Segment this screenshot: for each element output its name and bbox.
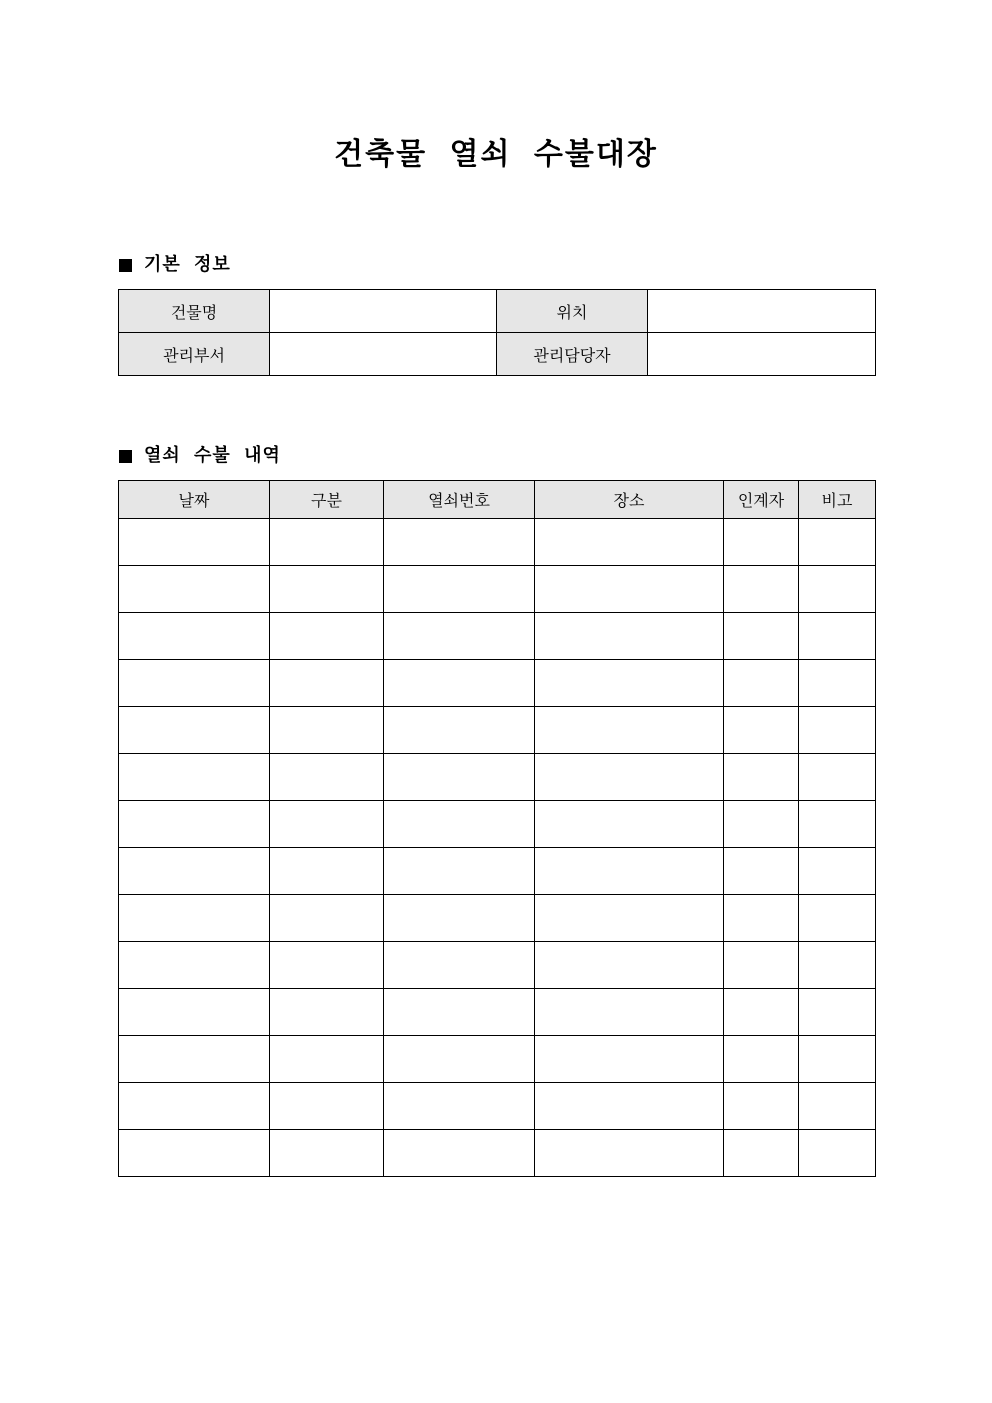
handover-person-cell[interactable] (724, 613, 799, 660)
date-cell[interactable] (119, 848, 270, 895)
handover-person-cell[interactable] (724, 660, 799, 707)
remarks-cell[interactable] (799, 848, 876, 895)
handover-person-cell[interactable] (724, 848, 799, 895)
type-cell[interactable] (270, 1083, 384, 1130)
handover-person-cell[interactable] (724, 519, 799, 566)
date-cell[interactable] (119, 660, 270, 707)
place-cell[interactable] (535, 613, 724, 660)
date-cell[interactable] (119, 613, 270, 660)
handover-person-cell[interactable] (724, 1083, 799, 1130)
date-cell[interactable] (119, 989, 270, 1036)
remarks-cell[interactable] (799, 613, 876, 660)
table-row (119, 613, 876, 660)
key-number-cell[interactable] (384, 519, 535, 566)
column-header-place: 장소 (535, 481, 724, 519)
department-field[interactable] (270, 333, 497, 376)
section-heading-label: 기본 정보 (144, 254, 231, 275)
date-cell[interactable] (119, 566, 270, 613)
remarks-cell[interactable] (799, 754, 876, 801)
key-number-cell[interactable] (384, 848, 535, 895)
remarks-cell[interactable] (799, 942, 876, 989)
column-header-date: 날짜 (119, 481, 270, 519)
basic-info-table (118, 289, 876, 376)
table-row (119, 1130, 876, 1177)
column-header-remarks: 비고 (799, 481, 876, 519)
table-row (119, 566, 876, 613)
place-cell[interactable] (535, 801, 724, 848)
place-cell[interactable] (535, 754, 724, 801)
date-cell[interactable] (119, 519, 270, 566)
table-row (119, 1083, 876, 1130)
date-cell[interactable] (119, 1130, 270, 1177)
place-cell[interactable] (535, 848, 724, 895)
manager-label: 관리담당자 (497, 333, 648, 376)
type-cell[interactable] (270, 848, 384, 895)
section-heading-label: 열쇠 수불 내역 (144, 445, 281, 466)
column-header-key-number: 열쇠번호 (384, 481, 535, 519)
date-cell[interactable] (119, 942, 270, 989)
square-bullet-icon (119, 259, 132, 272)
key-number-cell[interactable] (384, 989, 535, 1036)
remarks-cell[interactable] (799, 1083, 876, 1130)
type-cell[interactable] (270, 754, 384, 801)
type-cell[interactable] (270, 566, 384, 613)
place-cell[interactable] (535, 707, 724, 754)
key-number-cell[interactable] (384, 801, 535, 848)
handover-person-cell[interactable] (724, 801, 799, 848)
handover-person-cell[interactable] (724, 1130, 799, 1177)
key-number-cell[interactable] (384, 895, 535, 942)
place-cell[interactable] (535, 942, 724, 989)
building-name-field[interactable] (270, 290, 497, 333)
page-title: 건축물 열쇠 수불대장 (334, 137, 658, 172)
column-header-type: 구분 (270, 481, 384, 519)
place-cell[interactable] (535, 660, 724, 707)
column-header-handover-person: 인계자 (724, 481, 799, 519)
manager-field[interactable] (648, 333, 876, 376)
table-row (119, 942, 876, 989)
table-row (119, 290, 876, 333)
type-cell[interactable] (270, 942, 384, 989)
place-cell[interactable] (535, 989, 724, 1036)
date-cell[interactable] (119, 895, 270, 942)
handover-person-cell[interactable] (724, 895, 799, 942)
table-row (119, 519, 876, 566)
place-cell[interactable] (535, 1036, 724, 1083)
department-label: 관리부서 (119, 333, 270, 376)
table-header-row (119, 481, 876, 519)
key-number-cell[interactable] (384, 707, 535, 754)
handover-person-cell[interactable] (724, 566, 799, 613)
remarks-cell[interactable] (799, 895, 876, 942)
key-number-cell[interactable] (384, 1083, 535, 1130)
key-number-cell[interactable] (384, 1130, 535, 1177)
place-cell[interactable] (535, 519, 724, 566)
table-row (119, 333, 876, 376)
table-row (119, 895, 876, 942)
type-cell[interactable] (270, 1036, 384, 1083)
key-number-cell[interactable] (384, 566, 535, 613)
handover-person-cell[interactable] (724, 942, 799, 989)
table-row (119, 754, 876, 801)
key-number-cell[interactable] (384, 1036, 535, 1083)
table-row (119, 1036, 876, 1083)
remarks-cell[interactable] (799, 660, 876, 707)
remarks-cell[interactable] (799, 1036, 876, 1083)
remarks-cell[interactable] (799, 989, 876, 1036)
date-cell[interactable] (119, 707, 270, 754)
table-row (119, 801, 876, 848)
type-cell[interactable] (270, 989, 384, 1036)
table-row (119, 660, 876, 707)
date-cell[interactable] (119, 1083, 270, 1130)
table-row (119, 989, 876, 1036)
date-cell[interactable] (119, 1036, 270, 1083)
type-cell[interactable] (270, 801, 384, 848)
handover-person-cell[interactable] (724, 1036, 799, 1083)
key-number-cell[interactable] (384, 942, 535, 989)
place-cell[interactable] (535, 566, 724, 613)
handover-person-cell[interactable] (724, 989, 799, 1036)
key-number-cell[interactable] (384, 613, 535, 660)
type-cell[interactable] (270, 660, 384, 707)
remarks-cell[interactable] (799, 566, 876, 613)
key-number-cell[interactable] (384, 754, 535, 801)
remarks-cell[interactable] (799, 519, 876, 566)
table-row (119, 848, 876, 895)
section-heading-basic-info (119, 253, 231, 277)
type-cell[interactable] (270, 519, 384, 566)
type-cell[interactable] (270, 1130, 384, 1177)
date-cell[interactable] (119, 801, 270, 848)
table-row (119, 707, 876, 754)
type-cell[interactable] (270, 613, 384, 660)
place-cell[interactable] (535, 1083, 724, 1130)
key-records-table (118, 480, 876, 1177)
building-name-label: 건물명 (119, 290, 270, 333)
square-bullet-icon (119, 450, 132, 463)
location-label: 위치 (497, 290, 648, 333)
date-cell[interactable] (119, 754, 270, 801)
place-cell[interactable] (535, 1130, 724, 1177)
key-number-cell[interactable] (384, 660, 535, 707)
section-heading-key-records (119, 444, 281, 468)
type-cell[interactable] (270, 707, 384, 754)
remarks-cell[interactable] (799, 707, 876, 754)
handover-person-cell[interactable] (724, 707, 799, 754)
remarks-cell[interactable] (799, 801, 876, 848)
handover-person-cell[interactable] (724, 754, 799, 801)
type-cell[interactable] (270, 895, 384, 942)
location-field[interactable] (648, 290, 876, 333)
place-cell[interactable] (535, 895, 724, 942)
remarks-cell[interactable] (799, 1130, 876, 1177)
